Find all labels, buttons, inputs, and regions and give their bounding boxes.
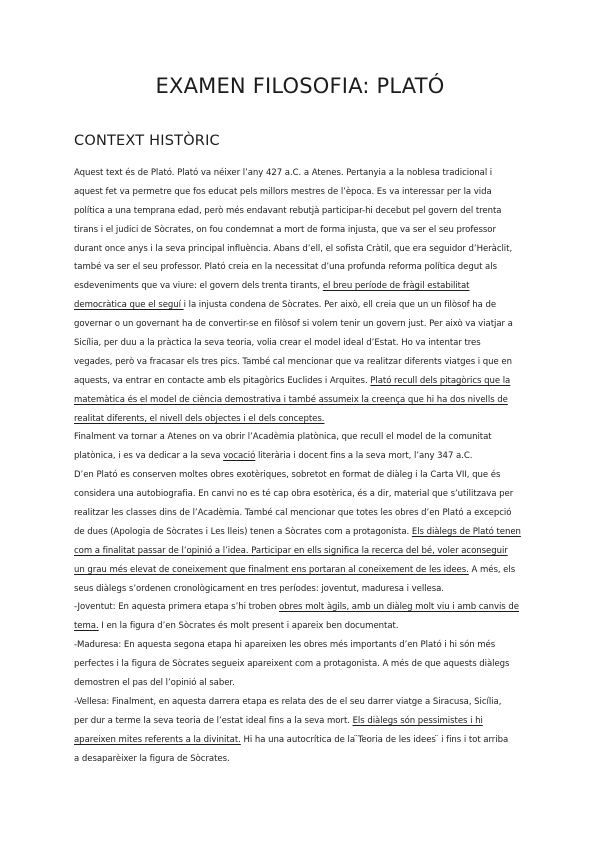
text-segment: tirans i el judici de Sòcrates, on fou condemnat a mort de forma injusta, que va ser el seu professor: [74, 224, 496, 235]
underlined-text: com a finalitat passar de l’opinió a l’idea. Participar en ells significa la recerca del bé, voler aconseguir: [74, 545, 508, 556]
section-heading: CONTEXT HISTÒRIC: [74, 133, 220, 149]
underlined-text: Els diàlegs de Plató tenen: [411, 526, 521, 537]
text-line: [74, 523, 530, 542]
text-segment: a desaparèixer la figura de Sòcrates.: [74, 753, 230, 764]
text-line: [74, 277, 530, 296]
text-segment: perfectes i la figura de Sòcrates segueix apareixent com a protagonista. A més de que aquests diàlegs: [74, 659, 510, 670]
text-line: [74, 183, 530, 202]
text-segment: governar o un governant ha de convertir-se en filòsof si volem tenir un govern just. Per això va viatjar a: [74, 319, 513, 330]
text-line: [74, 353, 530, 372]
text-segment: -Joventut: En aquesta primera etapa s’hi troben: [74, 602, 279, 613]
text-line: [74, 447, 530, 466]
text-segment: Hi ha una autocrítica de la ̈Teoria de les idees ̈ i fins i tot arriba: [240, 734, 509, 745]
text-line: [74, 240, 530, 259]
underlined-text: obres molt àgils, amb un diàleg molt viu i amb canvis de: [278, 602, 519, 613]
text-line: [74, 655, 530, 674]
text-segment: realitzar les classes dins de l’Acadèmia. També cal mencionar que totes les obres d’en Plató a excepció: [74, 508, 512, 519]
text-segment: demostren el pas del l’opinió al saber.: [74, 678, 235, 689]
text-line: [74, 202, 530, 221]
text-line: [74, 712, 530, 731]
underlined-text: el breu període de fràgil estabilitat: [322, 281, 470, 292]
text-segment: considera una autobiografia. En canvi no es té cap obra esotèrica, és a dir, material que s’utilitzava per: [74, 489, 514, 500]
text-line: [74, 334, 530, 353]
text-segment: seus diàlegs s’ordenen cronològicament en tres períodes: joventut, maduresa i vellesa.: [74, 583, 444, 594]
text-segment: -Vellesa: Finalment, en aquesta darrera etapa es relata des de el seu darrer viatge a Siracusa, Sicília,: [74, 696, 502, 707]
document-title: EXAMEN FILOSOFIA: PLATÓ: [155, 74, 445, 98]
underlined-text: Els diàlegs són pessimistes i hi: [352, 715, 483, 726]
text-line: [74, 315, 530, 334]
underlined-text: realitat diferents, el nivell dels objectes i el dels conceptes.: [74, 413, 325, 424]
underlined-text: un grau més elevat de coneixement que finalment ens portaran al coneixement de les idees.: [74, 564, 469, 575]
text-segment: aquest fet va permetre que fos educat pels millors mestres de l’època. Es va interessar per la vida: [74, 186, 492, 197]
text-line: [74, 258, 530, 277]
underlined-text: apareixen mites referents a la divinitat.: [74, 734, 241, 745]
text-line: [74, 617, 530, 636]
text-line: [74, 561, 530, 580]
text-segment: de dues (Apologia de Sòcrates i Les lleis) tenen a Sòcrates com a protagonista.: [74, 526, 412, 537]
text-line: [74, 164, 530, 183]
text-line: [74, 636, 530, 655]
text-segment: i la injusta condena de Sòcrates. Per això, ell creia que un un filòsof ha de: [183, 300, 497, 311]
text-segment: política a una temprana edad, però més endavant rebutjà participar-hi decebut pel govern del trenta: [74, 205, 502, 216]
text-segment: Sicília, per duu a la pràctica la seva teoria, volia crear el model ideal d’Estat. Ho va intentar tres: [74, 338, 481, 349]
text-segment: Aquest text és de Plató. Plató va néixer l’any 427 a.C. a Atenes. Pertanyia a la noblesa tradicional i: [74, 168, 493, 178]
text-line: [74, 372, 530, 391]
text-line: [74, 580, 530, 599]
underlined-text: Plató recull dels pitagòrics que la: [370, 375, 511, 386]
text-segment: A més, els: [468, 564, 516, 575]
text-line: [74, 750, 530, 769]
text-segment: vegades, però va fracasar els tres pics. També cal mencionar que va realitzar diferents viatges i que en: [74, 356, 512, 367]
text-line: [74, 598, 530, 617]
underlined-text: vocació: [223, 451, 256, 462]
text-segment: aquests, va entrar en contacte amb els pitagòrics Euclides i Arquites.: [74, 375, 371, 386]
underlined-text: tema.: [74, 621, 99, 632]
underlined-text: democràtica que el seguí: [74, 300, 184, 311]
text-line: [74, 428, 530, 447]
text-line: [74, 504, 530, 523]
text-segment: D’en Plató es conserven moltes obres exotèriques, sobretot en format de diàleg i la Carta VII, que és: [74, 470, 501, 481]
text-line: [74, 410, 530, 429]
text-line: [74, 731, 530, 750]
text-line: [74, 466, 530, 485]
text-segment: Finalment va tornar a Atenes on va obrir l’Acadèmia platònica, que recull el model de la comunitat: [74, 432, 492, 443]
text-line: [74, 391, 530, 410]
text-segment: esdeveniments que va viure: el govern dels trenta tirants,: [74, 281, 323, 292]
text-segment: literària i docent fins a la seva mort, l’any 347 a.C.: [255, 451, 473, 462]
text-segment: durant once anys i la seva principal influència. Abans d’ell, el sofista Cràtil, que era seguidor d’Heràclit,: [74, 243, 513, 254]
text-segment: també va ser el seu professor. Plató creia en la necessitat d’una profunda reforma política degut als: [74, 262, 497, 273]
underlined-text: matemàtica és el model de ciència demostrativa i també assumeix la creença que hi ha dos nivells de: [74, 394, 508, 405]
text-line: [74, 296, 530, 315]
body-text: [74, 164, 530, 769]
text-segment: I en la figura d’en Sòcrates és molt present i apareix ben documentat.: [98, 621, 399, 632]
text-segment: per dur a terme la seva teoria de l’estat ideal fins a la seva mort.: [74, 715, 353, 726]
text-line: [74, 693, 530, 712]
text-line: [74, 542, 530, 561]
text-line: [74, 674, 530, 693]
text-segment: -Maduresa: En aquesta segona etapa hi apareixen les obres més importants d’en Plató i hi són més: [74, 640, 496, 651]
text-line: [74, 221, 530, 240]
text-line: [74, 485, 530, 504]
text-segment: platònica, i es va dedicar a la seva: [74, 451, 224, 462]
